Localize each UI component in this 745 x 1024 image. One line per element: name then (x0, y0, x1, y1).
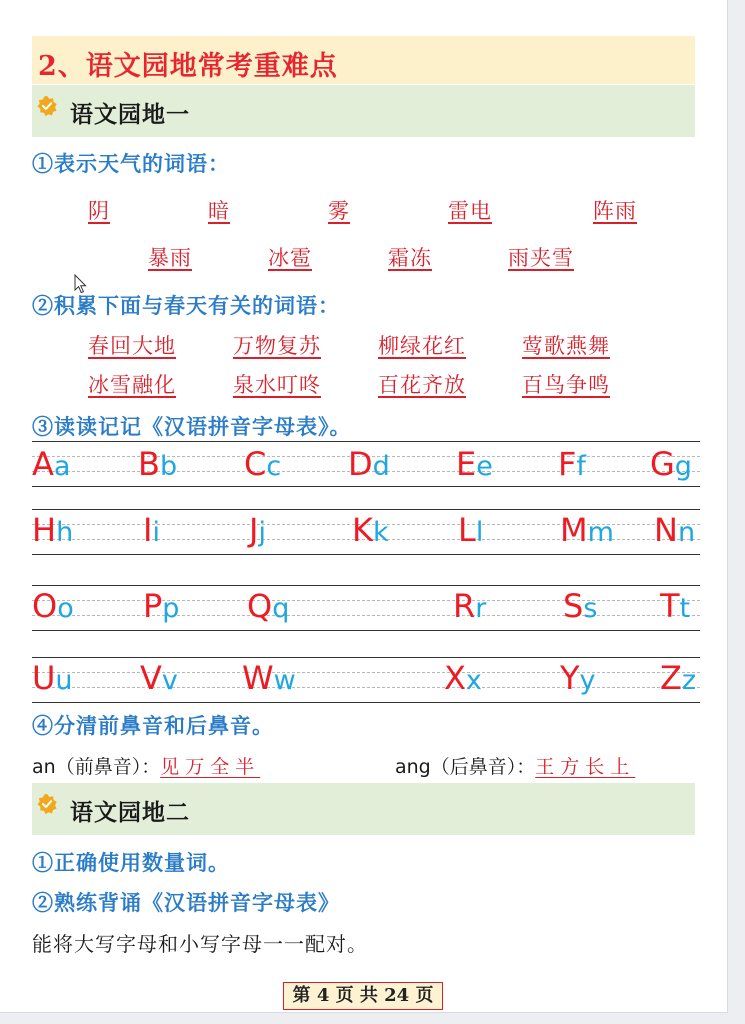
spring-word: 柳绿花红 (378, 334, 466, 358)
alphabet-heading: ③读读记记《汉语拼音字母表》。 (32, 414, 352, 439)
section-header-2 (32, 783, 695, 835)
alphabet-letter-pair (660, 659, 697, 697)
lowercase-letter: h (56, 517, 74, 548)
uppercase-letter: I (143, 511, 153, 549)
spring-word: 百花齐放 (378, 373, 466, 397)
alphabet-letter-pair (138, 445, 178, 483)
alphabet-letter-pair (660, 587, 691, 625)
uppercase-letter: U (32, 659, 56, 697)
alphabet-letter-pair (247, 587, 290, 625)
uppercase-letter: E (456, 445, 477, 483)
uppercase-letter: F (558, 445, 577, 483)
weather-word: 霜冻 (388, 246, 432, 270)
recite-alphabet-heading: ②熟练背诵《汉语拼音字母表》 (32, 890, 340, 915)
uppercase-letter: J (249, 511, 259, 549)
lowercase-letter: f (576, 451, 586, 482)
weather-word: 暴雨 (148, 246, 192, 270)
alphabet-letter-pair (456, 445, 493, 483)
weather-word: 雾 (328, 199, 350, 223)
uppercase-letter: O (32, 587, 58, 625)
weather-word: 阴 (88, 199, 110, 223)
page-title: 2、语文园地常考重难点 (38, 51, 338, 82)
mouse-pointer-icon (74, 274, 88, 294)
uppercase-letter: W (242, 659, 274, 697)
alphabet-letter-pair (242, 659, 296, 697)
lowercase-letter: k (372, 517, 389, 548)
alphabet-letter-pair (143, 587, 180, 625)
weather-words-heading: ①表示天气的词语： (32, 151, 230, 176)
uppercase-letter: G (650, 445, 675, 483)
weather-word: 雨夹雪 (508, 246, 574, 270)
alphabet-letter-pair (558, 445, 586, 483)
front-nasal-examples: 见万全半 (160, 756, 261, 778)
weather-word: 冰雹 (268, 246, 312, 270)
uppercase-letter: S (563, 587, 584, 625)
front-nasal-line (32, 752, 260, 779)
alphabet-letter-pair (560, 659, 596, 697)
spring-words-heading: ②积累下面与春天有关的词语： (32, 293, 340, 318)
lowercase-letter: v (161, 665, 178, 696)
alphabet-letter-pair (563, 587, 598, 625)
lowercase-letter: d (372, 451, 390, 482)
uppercase-letter: H (32, 511, 57, 549)
spring-word: 泉水叮咚 (233, 373, 321, 397)
back-nasal-line (395, 752, 635, 779)
lowercase-letter: o (57, 593, 74, 624)
lowercase-letter: c (266, 451, 282, 482)
uppercase-letter: R (453, 587, 476, 625)
lowercase-letter: u (55, 665, 73, 696)
uppercase-letter: L (458, 511, 476, 549)
weather-word: 雷电 (448, 199, 492, 223)
alphabet-letter-pair (650, 445, 692, 483)
alphabet-letter-pair (32, 445, 71, 483)
alphabet-letter-pair (249, 511, 266, 549)
lowercase-letter: g (674, 451, 692, 482)
spring-word: 万物复苏 (233, 334, 321, 358)
lowercase-letter: a (53, 451, 71, 482)
uppercase-letter: Z (660, 659, 682, 697)
badge-star-icon (36, 95, 58, 117)
lowercase-letter: e (476, 451, 493, 482)
alphabet-letter-pair (32, 659, 73, 697)
back-nasal-label: （后鼻音）： (430, 756, 536, 778)
page-number: 第 4 页 共 24 页 (283, 982, 443, 1010)
uppercase-letter: K (352, 511, 373, 549)
spring-word: 莺歌燕舞 (522, 334, 610, 358)
lowercase-letter: t (679, 593, 691, 624)
lowercase-letter: i (152, 517, 160, 548)
uppercase-letter: P (143, 587, 163, 625)
alphabet-letter-pair (458, 511, 484, 549)
alphabet-letter-pair (244, 445, 282, 483)
uppercase-letter: N (654, 511, 678, 549)
uppercase-letter: V (140, 659, 162, 697)
spring-word: 春回大地 (88, 334, 176, 358)
weather-word: 暗 (208, 199, 230, 223)
alphabet-letter-pair (32, 511, 74, 549)
back-nasal-code: ang (395, 756, 431, 778)
uppercase-letter: D (348, 445, 373, 483)
uppercase-letter: B (138, 445, 160, 483)
lowercase-letter: x (465, 665, 482, 696)
spring-word: 百鸟争鸣 (522, 373, 610, 397)
lowercase-letter: r (475, 593, 487, 624)
uppercase-letter: X (444, 659, 466, 697)
lowercase-letter: n (677, 517, 696, 548)
lowercase-letter: j (258, 517, 266, 548)
lowercase-letter: z (681, 665, 697, 696)
uppercase-letter: T (660, 587, 680, 625)
lowercase-letter: p (162, 593, 180, 624)
uppercase-letter: A (32, 445, 54, 483)
uppercase-letter: Q (247, 587, 273, 625)
section-header-1 (32, 85, 695, 137)
alphabet-letter-pair (453, 587, 487, 625)
section-title: 语文园地二 (70, 799, 190, 826)
spring-word: 冰雪融化 (88, 373, 176, 397)
uppercase-letter: C (244, 445, 267, 483)
uppercase-letter: Y (560, 659, 580, 697)
alphabet-letter-pair (143, 511, 160, 549)
measure-words-heading: ①正确使用数量词。 (32, 850, 230, 875)
lowercase-letter: w (273, 665, 296, 696)
pinyin-writing-lines (32, 657, 700, 703)
nasal-heading: ④分清前鼻音和后鼻音。 (32, 713, 274, 738)
alphabet-letter-pair (560, 511, 614, 549)
back-nasal-examples: 王方长上 (535, 756, 636, 778)
pinyin-writing-lines (32, 585, 700, 631)
lowercase-letter: q (272, 593, 290, 624)
front-nasal-code: an (32, 756, 56, 778)
lowercase-letter: b (159, 451, 178, 482)
alphabet-letter-pair (444, 659, 482, 697)
alphabet-letter-pair (32, 587, 74, 625)
matching-note: 能将大写字母和小写字母一一配对。 (32, 932, 368, 956)
lowercase-letter: m (587, 517, 614, 548)
lowercase-letter: y (579, 665, 596, 696)
lowercase-letter: s (583, 593, 598, 624)
badge-star-icon (36, 793, 58, 815)
alphabet-letter-pair (654, 511, 696, 549)
alphabet-letter-pair (140, 659, 178, 697)
alphabet-letter-pair (352, 511, 389, 549)
title-banner (32, 36, 695, 84)
section-title: 语文园地一 (70, 101, 190, 128)
front-nasal-label: （前鼻音）： (55, 756, 161, 778)
uppercase-letter: M (560, 511, 588, 549)
alphabet-letter-pair (348, 445, 390, 483)
lowercase-letter: l (475, 517, 484, 548)
weather-word: 阵雨 (593, 199, 637, 223)
